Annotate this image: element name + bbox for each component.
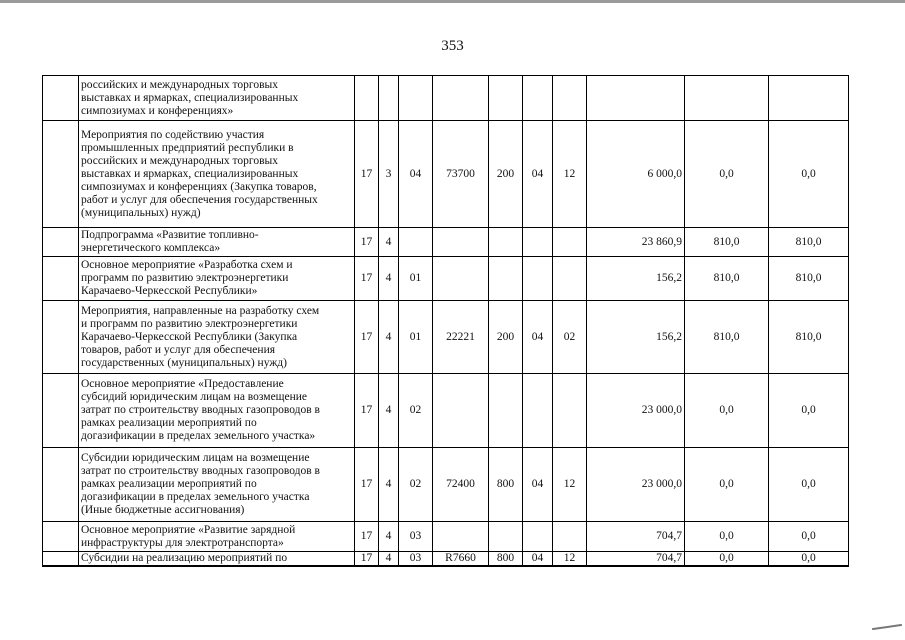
code-expense-type (489, 374, 523, 448)
row-blank-cell (43, 448, 79, 522)
description-line: российских и международных торговых (81, 78, 278, 91)
amount-year2: 0,0 (685, 552, 769, 567)
code-expense-type: 200 (489, 301, 523, 374)
row-blank-cell (43, 522, 79, 552)
description-line: выставках и ярмарках, специализированных (81, 91, 299, 104)
row-description (79, 522, 355, 552)
code-expense-type (489, 257, 523, 301)
table-row (43, 257, 849, 301)
description-line: товаров, работ и услуг для обеспечения (81, 343, 276, 356)
table-row (43, 228, 849, 257)
code-subsection (553, 76, 587, 121)
description-line: программ по развитию электроэнергетики (81, 272, 289, 284)
code-section (523, 228, 553, 257)
code-section: 04 (523, 121, 553, 228)
amount-year1: 23 000,0 (587, 448, 685, 522)
code-subsection (553, 374, 587, 448)
amount-year1: 704,7 (587, 522, 685, 552)
code-subsection: 12 (553, 121, 587, 228)
amount-year1: 156,2 (587, 301, 685, 374)
amount-year3: 0,0 (769, 552, 849, 567)
code-target (433, 374, 489, 448)
row-description (79, 228, 355, 257)
description-line: Карачаево-Черкесской Республики (Закупка (81, 330, 298, 343)
description-line: рамках реализации мероприятий по (81, 417, 257, 429)
code-section (523, 76, 553, 121)
code-subprogram: 01 (399, 257, 433, 301)
code-admin: 17 (355, 257, 379, 301)
code-subsection (553, 522, 587, 552)
code-admin: 17 (355, 301, 379, 374)
description-line: субсидий юридическим лицам на возмещение (81, 391, 308, 403)
description-line: Основное мероприятие «Предоставление (81, 378, 284, 390)
code-section: 04 (523, 552, 553, 567)
code-program: 4 (379, 374, 399, 448)
description-line: государственных (муниципальных) нужд) (81, 356, 287, 369)
description-line: рамках реализации мероприятий по (81, 478, 257, 490)
table-row (43, 374, 849, 448)
code-section: 04 (523, 301, 553, 374)
code-program: 4 (379, 552, 399, 567)
row-description (79, 301, 355, 374)
code-admin: 17 (355, 121, 379, 228)
code-subprogram (399, 228, 433, 257)
description-line: затрат по строительству вводных газопроводов в (81, 404, 320, 416)
code-admin (355, 76, 379, 121)
code-target: 72400 (433, 448, 489, 522)
code-subprogram: 03 (399, 522, 433, 552)
code-program: 4 (379, 522, 399, 552)
code-program: 4 (379, 257, 399, 301)
code-section: 04 (523, 448, 553, 522)
description-line: догазификации в пределах земельного участка (81, 491, 310, 503)
row-description (79, 76, 355, 121)
amount-year3: 0,0 (769, 374, 849, 448)
row-blank-cell (43, 374, 79, 448)
description-line: Подпрограмма «Развитие топливно- (81, 229, 259, 241)
code-program: 4 (379, 301, 399, 374)
amount-year3: 0,0 (769, 522, 849, 552)
table-row (43, 76, 849, 121)
page-number: 353 (441, 38, 464, 54)
amount-year1 (587, 76, 685, 121)
amount-year1: 23 860,9 (587, 228, 685, 257)
amount-year1: 6 000,0 (587, 121, 685, 228)
description-line: российских и международных торговых (81, 154, 278, 167)
code-subprogram: 03 (399, 552, 433, 567)
code-expense-type (489, 228, 523, 257)
amount-year2: 0,0 (685, 448, 769, 522)
code-subprogram (399, 76, 433, 121)
description-line: (Иные бюджетные ассигнования) (81, 504, 245, 516)
description-line: и программ по развитию электроэнергетики (81, 317, 298, 330)
code-program: 3 (379, 121, 399, 228)
code-subsection (553, 257, 587, 301)
description-line: инфраструктуры для электротранспорта» (81, 536, 284, 549)
code-admin: 17 (355, 374, 379, 448)
description-line: Основное мероприятие «Разработка схем и (81, 259, 293, 271)
code-subsection (553, 228, 587, 257)
row-description (79, 121, 355, 228)
code-target (433, 257, 489, 301)
description-line: Основное мероприятие «Развитие зарядной (81, 523, 296, 536)
description-line: выставках и ярмарках, специализированных (81, 167, 299, 180)
description-line: симпозиумах и конференциях (Закупка товаров, (81, 180, 317, 193)
amount-year2: 810,0 (685, 301, 769, 374)
scan-mark (872, 624, 902, 630)
description-line: затрат по строительству вводных газопроводов в (81, 465, 320, 477)
row-blank-cell (43, 257, 79, 301)
table-row (43, 552, 849, 567)
amount-year3: 810,0 (769, 257, 849, 301)
description-line: догазификации в пределах земельного участка» (81, 430, 316, 442)
code-subprogram: 04 (399, 121, 433, 228)
description-line: промышленных предприятий республики в (81, 141, 294, 154)
amount-year2 (685, 76, 769, 121)
code-program: 4 (379, 448, 399, 522)
amount-year2: 810,0 (685, 257, 769, 301)
amount-year3: 810,0 (769, 301, 849, 374)
table-row (43, 301, 849, 374)
code-target (433, 228, 489, 257)
code-target: 73700 (433, 121, 489, 228)
budget-table (42, 75, 849, 567)
amount-year2: 810,0 (685, 228, 769, 257)
description-line: Субсидии юридическим лицам на возмещение (81, 452, 310, 464)
description-line: энергетического комплекса» (81, 242, 221, 254)
amount-year1: 156,2 (587, 257, 685, 301)
code-target: R7660 (433, 552, 489, 567)
amount-year1: 23 000,0 (587, 374, 685, 448)
code-subsection: 02 (553, 301, 587, 374)
code-subsection: 12 (553, 448, 587, 522)
description-line: Субсидии на реализацию мероприятий по (81, 552, 288, 564)
amount-year2: 0,0 (685, 374, 769, 448)
amount-year2: 0,0 (685, 121, 769, 228)
row-blank-cell (43, 121, 79, 228)
code-target: 22221 (433, 301, 489, 374)
amount-year2: 0,0 (685, 522, 769, 552)
row-blank-cell (43, 76, 79, 121)
code-target (433, 522, 489, 552)
amount-year3 (769, 76, 849, 121)
code-expense-type: 200 (489, 121, 523, 228)
table-row (43, 448, 849, 522)
description-line: Мероприятия, направленные на разработку схем (81, 304, 320, 317)
row-description (79, 448, 355, 522)
code-section (523, 374, 553, 448)
amount-year1: 704,7 (587, 552, 685, 567)
amount-year3: 810,0 (769, 228, 849, 257)
description-line: (муниципальных) нужд) (81, 206, 201, 219)
description-line: Карачаево-Черкесской Республики» (81, 285, 258, 297)
row-description (79, 374, 355, 448)
description-line: симпозиумах и конференциях» (81, 104, 234, 117)
code-section (523, 257, 553, 301)
description-line: работ и услуг для обеспечения государственных (81, 193, 318, 206)
code-subprogram: 01 (399, 301, 433, 374)
code-target (433, 76, 489, 121)
code-expense-type (489, 76, 523, 121)
code-subsection: 12 (553, 552, 587, 567)
code-expense-type (489, 522, 523, 552)
code-subprogram: 02 (399, 374, 433, 448)
code-program: 4 (379, 228, 399, 257)
code-expense-type: 800 (489, 448, 523, 522)
code-admin: 17 (355, 552, 379, 567)
table-row (43, 522, 849, 552)
row-blank-cell (43, 228, 79, 257)
code-expense-type: 800 (489, 552, 523, 567)
scan-top-edge (0, 0, 905, 3)
code-subprogram: 02 (399, 448, 433, 522)
amount-year3: 0,0 (769, 121, 849, 228)
row-blank-cell (43, 301, 79, 374)
table-row (43, 121, 849, 228)
code-section (523, 522, 553, 552)
code-admin: 17 (355, 448, 379, 522)
amount-year3: 0,0 (769, 448, 849, 522)
row-description (79, 257, 355, 301)
code-program (379, 76, 399, 121)
description-line: Мероприятия по содействию участия (81, 128, 265, 141)
row-blank-cell (43, 552, 79, 567)
row-description (79, 552, 355, 567)
code-admin: 17 (355, 228, 379, 257)
code-admin: 17 (355, 522, 379, 552)
